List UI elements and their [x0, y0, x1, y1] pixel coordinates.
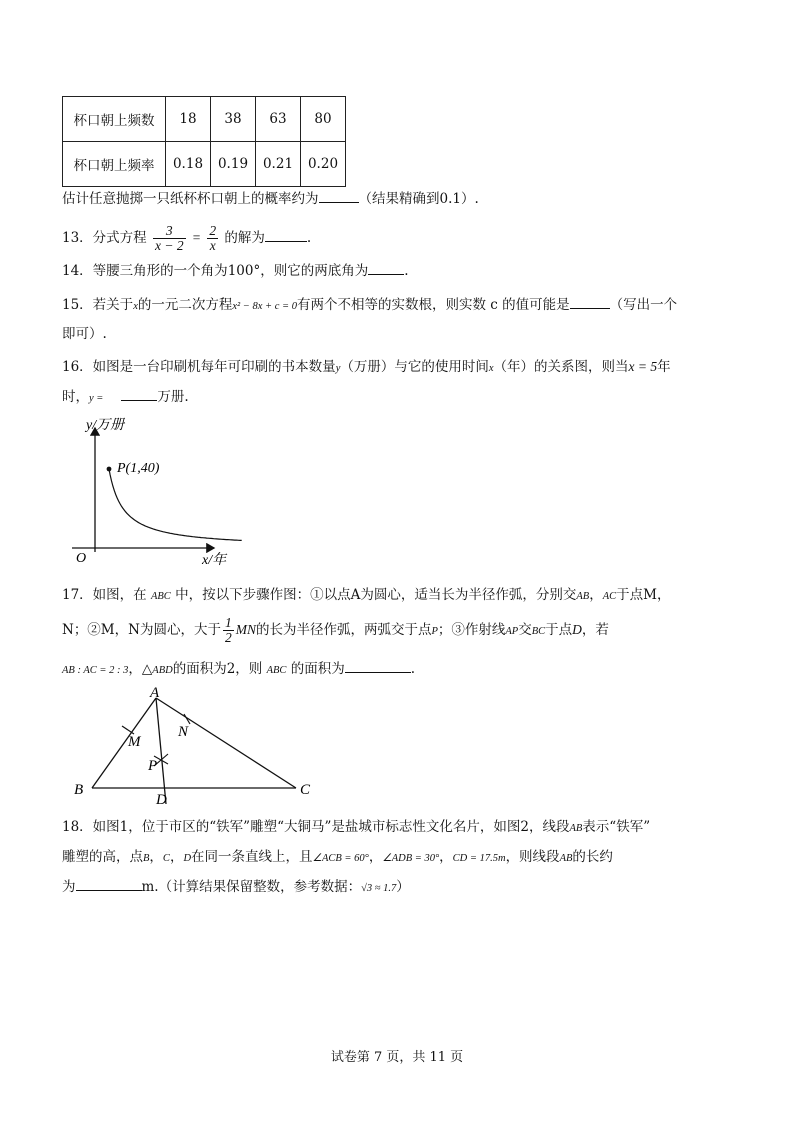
answer-blank: [570, 296, 610, 309]
label-n: N: [178, 724, 189, 740]
table-row: [63, 97, 346, 142]
y-axis-label: y/万册: [86, 418, 125, 433]
side-ac: [156, 698, 296, 788]
table-cell: 0.21: [256, 142, 301, 187]
question-18: 18．如图1，位于市区的“铁军”雕塑“大铜马”是盐城市标志性文化名片，如图2，线段AB表示“铁军”: [62, 819, 651, 835]
question-16-line2: 时，y = 万册.: [62, 389, 189, 405]
label-a: A: [150, 685, 160, 701]
table-cell: 0.18: [166, 142, 211, 187]
question-13: 13．分式方程 $\frac{3}{x - 2}$ = $\frac{2}{x}$ 的解为 .: [62, 223, 312, 253]
answer-blank: [319, 190, 359, 203]
label-b: B: [74, 782, 84, 798]
page-footer: 试卷第 7 页，共 11 页: [330, 1050, 464, 1065]
row-label: 杯口朝上频数: [63, 97, 166, 142]
fraction-half: $\frac{1}{2}$: [224, 615, 232, 645]
table-cell: 0.19: [211, 142, 256, 187]
inverse-curve: [109, 467, 242, 540]
label-d: D: [156, 792, 167, 808]
table-cell: 80: [301, 97, 346, 142]
point-p-label: P(1,40): [117, 461, 160, 476]
x-axis-label: x/年: [202, 553, 227, 568]
answer-blank: [345, 660, 411, 673]
fraction-left: $\frac{3}{x - 2}$: [154, 223, 184, 253]
question-16: 16．如图是一台印刷机每年可印刷的书本数量y（万册）与它的使用时间x（年）的关系图，则当x = 5年: [62, 359, 671, 375]
side-ab: [92, 698, 156, 788]
point-p: [107, 467, 112, 472]
question-18-line3: 为 m.（计算结果保留整数，参考数据：√3 ≈ 1.7）: [62, 879, 410, 895]
table-cell: 63: [256, 97, 301, 142]
row-label: 杯口朝上频率: [63, 142, 166, 187]
table-row: [63, 142, 346, 187]
answer-blank: [368, 262, 404, 275]
answer-blank: [265, 229, 307, 242]
label-c: C: [300, 782, 311, 798]
fraction-right: $\frac{2}{x}$: [209, 223, 217, 253]
arc-m: [122, 726, 134, 734]
question-15-line2: 即可）.: [62, 326, 107, 342]
triangle-construction-figure: [62, 684, 332, 808]
question-17-line3: AB : AC = 2 : 3，△ABD的面积为2，则 ABC 的面积为 .: [62, 661, 416, 677]
question-17-line2: N；②M，N为圆心，大于 $\frac{1}{2}$ MN的长为半径作弧，两弧交于点P；③作射线AP交BC于点D，若: [62, 615, 609, 645]
question-18-line2: 雕塑的高，点B，C，D在同一条直线上，且∠ACB = 60°，∠ADB = 30°，CD = 17.5m，则线段AB的长约: [62, 849, 613, 865]
frequency-table: [62, 96, 346, 187]
question-15: 15．若关于x的一元二次方程x² − 8x + c = 0有两个不相等的实数根，则实数 c 的值可能是 （写出一个: [62, 297, 678, 313]
table-cell: 0.20: [301, 142, 346, 187]
question-17: 17．如图，在 ABC 中，按以下步骤作图：①以点A为圆心，适当长为半径作弧，分别交AB，AC于点M，: [62, 587, 671, 603]
question-12-tail: 估计任意抛掷一只纸杯杯口朝上的概率约为 （结果精确到0.1）.: [62, 191, 479, 207]
label-p: P: [148, 758, 158, 774]
label-m: M: [128, 734, 141, 750]
table-cell: 38: [211, 97, 256, 142]
table-cell: 18: [166, 97, 211, 142]
answer-blank: [76, 878, 142, 891]
origin-label: O: [76, 551, 87, 566]
answer-blank: [121, 388, 157, 401]
question-14: 14．等腰三角形的一个角为100°，则它的两底角为 .: [62, 263, 409, 279]
inverse-function-graph: [62, 412, 252, 572]
